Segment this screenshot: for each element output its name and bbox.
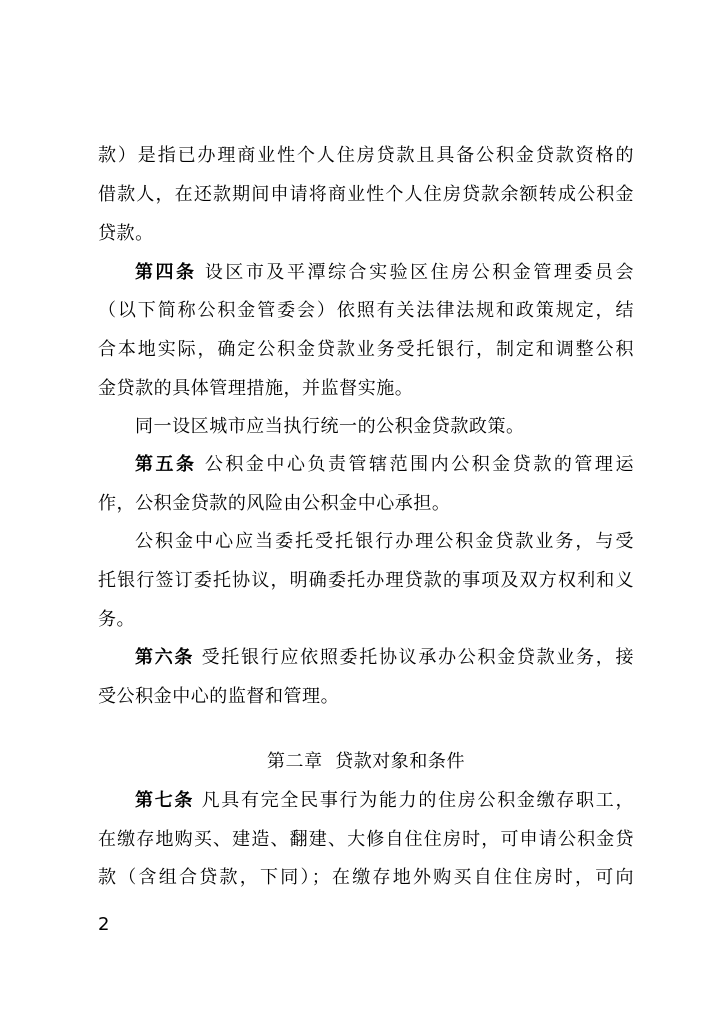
article-6-text: 受托银行应依照委托协议承办公积金贷款业务，接 bbox=[194, 647, 635, 668]
article-5-text: 公积金中心负责管辖范围内公积金贷款的管理运 bbox=[196, 454, 634, 475]
article-7-heading: 第七条 bbox=[135, 790, 195, 811]
article-6-line bbox=[135, 643, 634, 673]
article-6-heading: 第六条 bbox=[135, 647, 195, 668]
paragraph-line: 借款人，在还款期间申请将商业性个人住房贷款余额转成公积金 bbox=[98, 184, 634, 205]
chapter-heading: 第二章 贷款对象和条件 bbox=[266, 751, 466, 772]
paragraph-line: 同一设区城市应当执行统一的公积金贷款政策。 bbox=[135, 416, 525, 437]
paragraph-line: 作，公积金贷款的风险由公积金中心承担。 bbox=[98, 493, 451, 514]
paragraph-line: 受公积金中心的监督和管理。 bbox=[98, 686, 340, 707]
article-5-heading: 第五条 bbox=[135, 454, 197, 475]
paragraph-line: 务。 bbox=[98, 609, 136, 630]
article-7-text: 凡具有完全民事行为能力的住房公积金缴存职工， bbox=[194, 790, 635, 811]
article-4-line bbox=[135, 258, 634, 288]
paragraph-line: 款）是指已办理商业性个人住房贷款且具备公积金贷款资格的 bbox=[98, 145, 634, 166]
paragraph-line: 在缴存地购买、建造、翻建、大修自住住房时，可申请公积金贷 bbox=[98, 829, 634, 850]
paragraph-line: （以下简称公积金管委会）依照有关法律法规和政策规定，结 bbox=[98, 300, 634, 321]
article-4-text: 设区市及平潭综合实验区住房公积金管理委员会 bbox=[196, 262, 634, 283]
paragraph-line: 公积金中心应当委托受托银行办理公积金贷款业务，与受 bbox=[135, 531, 634, 552]
paragraph-line: 贷款。 bbox=[98, 223, 154, 244]
page-number: 2 bbox=[98, 914, 110, 935]
article-4-heading: 第四条 bbox=[135, 262, 197, 283]
paragraph-line: 托银行签订委托协议，明确委托办理贷款的事项及双方权利和义 bbox=[98, 570, 634, 591]
paragraph-line: 合本地实际，确定公积金贷款业务受托银行，制定和调整公积 bbox=[98, 339, 634, 360]
article-5-line bbox=[135, 450, 634, 480]
article-7-line bbox=[135, 786, 634, 816]
paragraph-line: 款（含组合贷款，下同）；在缴存地外购买自住住房时，可向 bbox=[98, 867, 634, 888]
paragraph-line: 金贷款的具体管理措施，并监督实施。 bbox=[98, 378, 414, 399]
